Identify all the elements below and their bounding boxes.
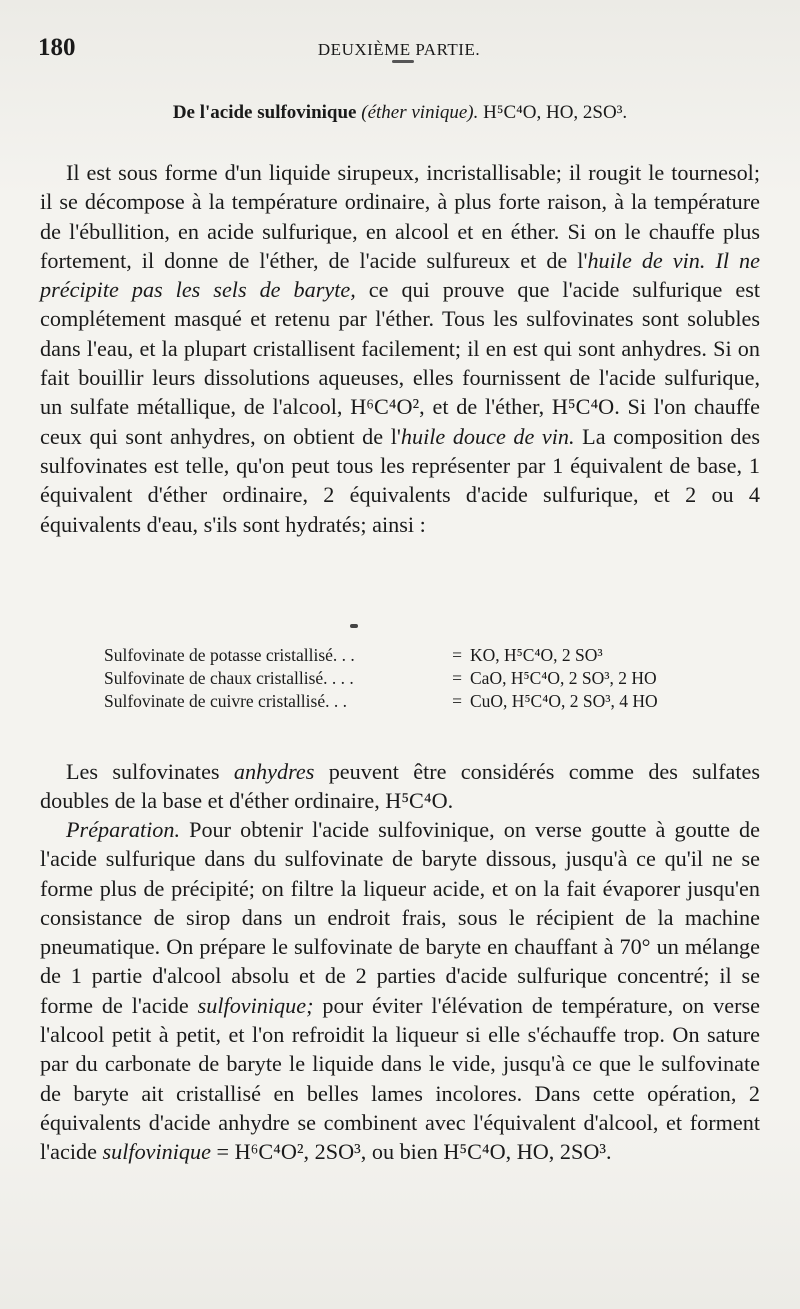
section-title-formula: H⁵C⁴O, HO, 2SO³.	[483, 102, 628, 123]
page-number: 180	[38, 34, 76, 61]
para3-italic-3: sulfovinique	[102, 1139, 211, 1165]
formula-equals: =	[452, 645, 462, 665]
formula-name: Sulfovinate de cuivre cristallisé. . .	[104, 691, 347, 711]
para1-text-2: ce qui prouve que l'acide sulfurique est complétement masqué et retenu par l'éther. Tous les sulfovinates sont solubles dans l'eau, et la plupart cristallisent facilement; il en est qui sont anhydres. Si on fait bouillir leurs dissolutions aqueuses, elles fournissent de l'acide sulfurique, un sulfate métallique, de l'alcool, H⁶C⁴O², et de l'éther, H⁵C⁴O. Si l'on chauffe ceux qui sont anhydres, on obtient de l'	[40, 277, 760, 449]
formula-value: CuO, H⁵C⁴O, 2 SO³, 4 HO	[470, 691, 658, 711]
paragraph-description	[40, 158, 760, 539]
para2-text-1: Les sulfovinates	[66, 759, 234, 784]
formula-equals: =	[452, 691, 462, 711]
running-head: DEUXIÈME PARTIE.	[317, 40, 481, 59]
para1-text-3: La composition des sulfovinates est telle, qu'on peut tous les représenter par 1 équivalent de base, 1 équivalent d'éther ordinaire, 2 équivalents d'acide sulfurique, et 2 ou 4 équivalents d'eau, s'ils sont hydratés; ainsi :	[40, 423, 761, 537]
formula-value: KO, H⁵C⁴O, 2 SO³	[470, 645, 603, 665]
paragraph-preparation	[40, 815, 760, 1167]
ink-mark	[350, 624, 358, 628]
para1-text-1: Il est sous forme d'un liquide sirupeux, incristallisable; il rougit le tournesol; il se décompose à la température ordinaire, à plus forte raison, à la température de l'ébullition, en acide sulfurique, en alcool et en éther. Si on le chauffe plus fortement, il donne de l'éther, de l'acide sulfureux et de l'	[40, 160, 760, 273]
para2-text-2: peuvent être considérés comme des sulfates doubles de la base et d'éther ordinaire, H⁵C⁴O.	[40, 759, 760, 814]
para1-italic-2: huile douce de vin.	[400, 423, 575, 449]
para3-text-2: pour éviter l'élévation de température, on verse l'alcool petit à petit, et l'on refroidit la liqueur si elle s'échauffe trop. On sature par du carbonate de baryte le liquide dans le vide, jusqu'à ce que le sulfovinate de baryte ait cristallisé en belles lames incolores. Dans cette opération, 2 équivalents d'acide anhydre se combinent avec l'équivalent d'alcool, et forment l'acide	[40, 992, 760, 1165]
para3-text-1: Pour obtenir l'acide sulfovinique, on verse goutte à goutte de l'acide sulfurique dans du sulfovinate de baryte dissous, jusqu'à ce qu'il ne se forme plus de précipité; on filtre la liqueur acide, et on la fait évaporer jusqu'en consistance de sirop dans un endroit frais, sous le récipient de la machine pneumatique. On prépare le sulfovinate de baryte en chauffant à 70° un mélange de 1 partie d'alcool absolu et de 2 parties d'acide sulfurique concentré; il se forme de l'acide	[40, 817, 760, 1018]
para3-italic-2: sulfovinique;	[197, 992, 314, 1018]
formula-value: CaO, H⁵C⁴O, 2 SO³, 2 HO	[470, 668, 657, 688]
header-ornament	[392, 60, 414, 63]
formula-row	[104, 644, 724, 667]
formula-name: Sulfovinate de chaux cristallisé. . . .	[104, 668, 354, 688]
section-title	[60, 102, 740, 124]
paragraph-anhydrous	[40, 757, 760, 816]
formula-row	[104, 667, 724, 690]
formula-name: Sulfovinate de potasse cristallisé. . .	[104, 645, 355, 665]
formula-row	[104, 690, 724, 713]
formula-table	[104, 644, 724, 713]
para3-italic-1: Préparation.	[66, 817, 181, 842]
section-title-name: De l'acide sulfovinique	[172, 102, 357, 123]
para1-italic-1: huile de vin. Il ne précipite pas les sels de baryte,	[40, 247, 760, 303]
para2-italic-1: anhydres	[233, 759, 315, 784]
section-title-subtitle: (éther vinique).	[361, 102, 479, 123]
formula-equals: =	[452, 668, 462, 688]
para3-text-3: = H⁶C⁴O², 2SO³, ou bien H⁵C⁴O, HO, 2SO³.	[210, 1139, 612, 1165]
